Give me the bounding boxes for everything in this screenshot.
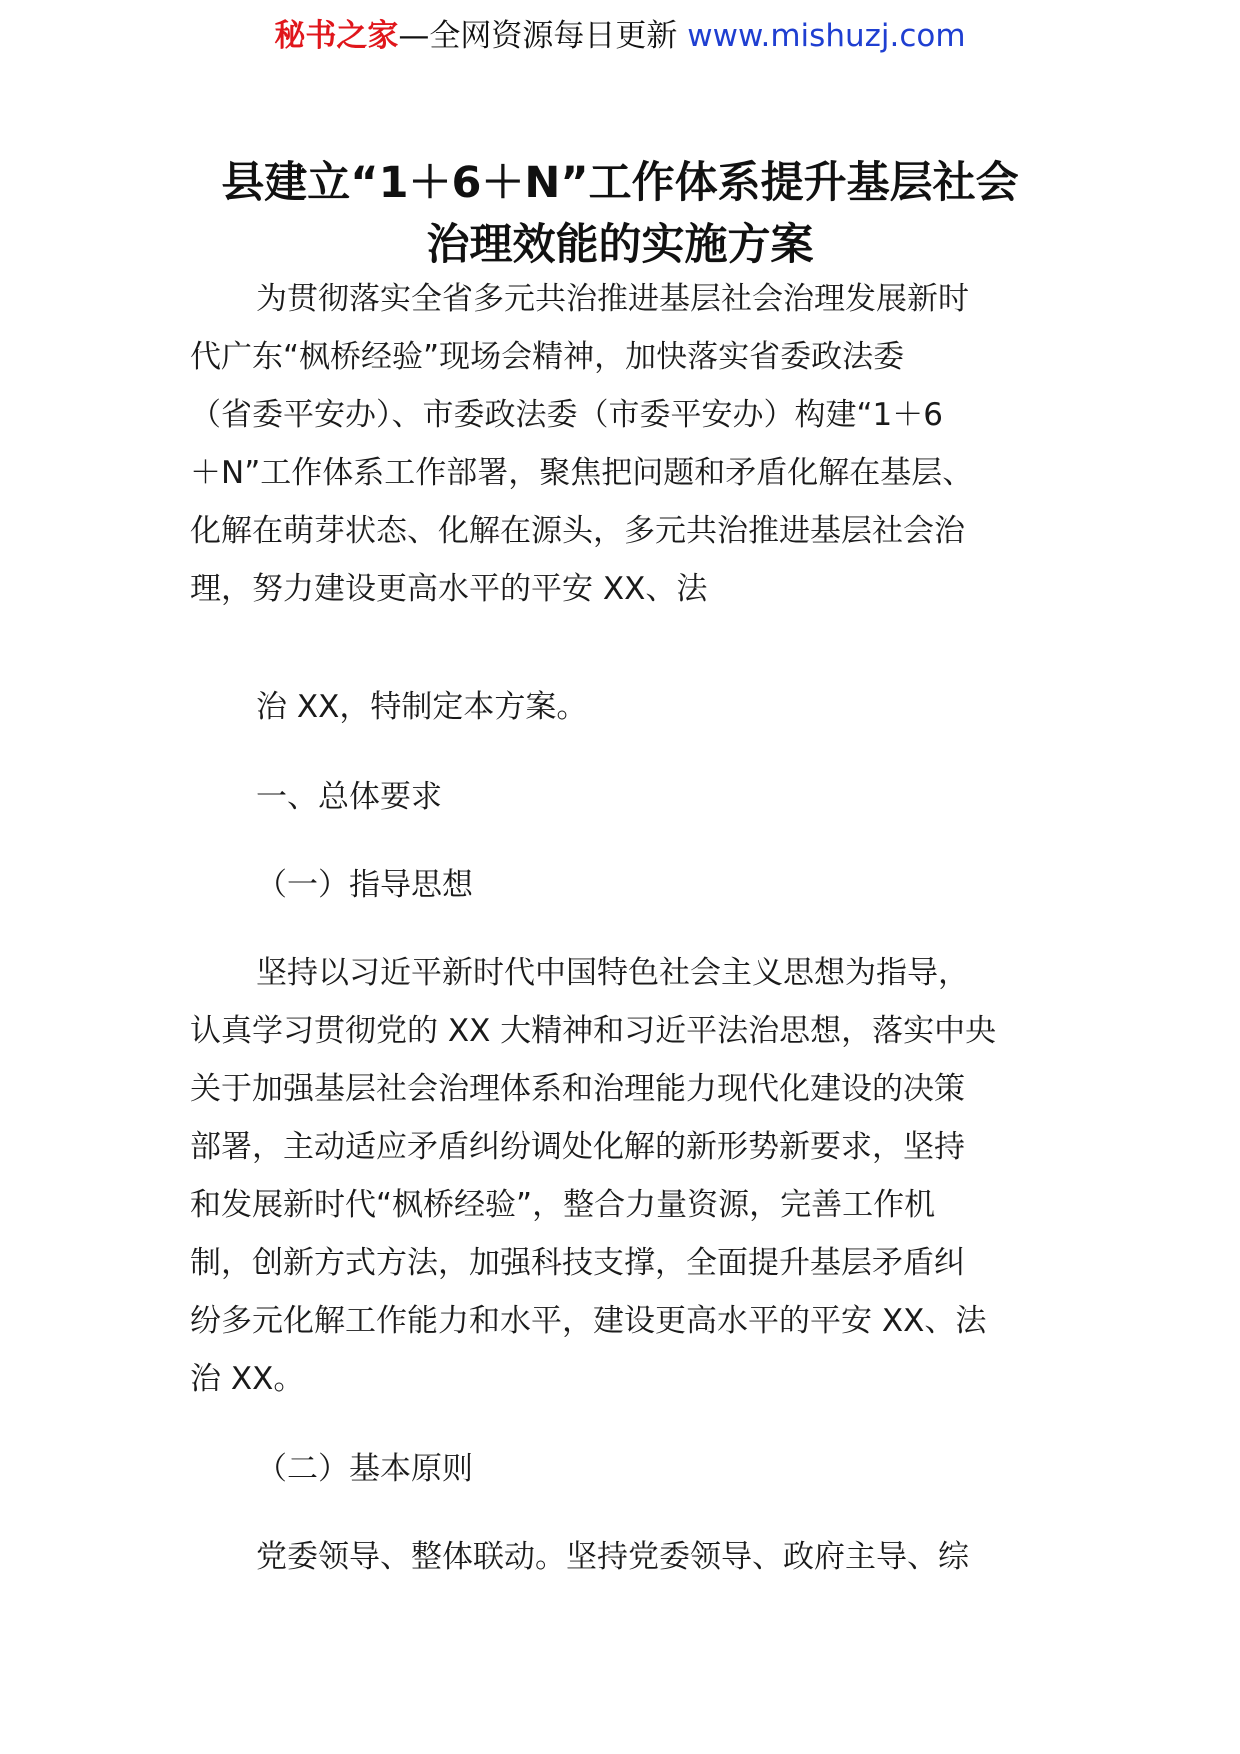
site-header bbox=[0, 14, 1240, 58]
site-tagline: —全网资源每日更新 bbox=[398, 18, 678, 54]
title-line-1: 县建立“1＋6＋N”工作体系提升基层社会 bbox=[221, 158, 1019, 208]
principle-paragraph-line: 党委领导、整体联动。坚持党委领导、政府主导、综 bbox=[256, 1539, 969, 1575]
site-url-link[interactable]: www.mishuzj.com bbox=[687, 18, 966, 54]
guiding-line: 认真学习贯彻党的 XX 大精神和习近平法治思想，落实中央 bbox=[190, 1013, 997, 1049]
intro-line: 理，努力建设更高水平的平安 XX、法 bbox=[190, 571, 708, 607]
intro-line: 代广东“枫桥经验”现场会精神，加快落实省委政法委 bbox=[190, 339, 905, 375]
guiding-line: 制，创新方式方法，加强科技支撑，全面提升基层矛盾纠 bbox=[190, 1245, 965, 1281]
guiding-line: 和发展新时代“枫桥经验”，整合力量资源，完善工作机 bbox=[190, 1187, 936, 1223]
guiding-ideology-paragraph bbox=[190, 944, 1070, 1408]
subsection-heading-basic-principles: （二）基本原则 bbox=[256, 1451, 473, 1487]
guiding-line: 纷多元化解工作能力和水平，建设更高水平的平安 XX、法 bbox=[190, 1303, 987, 1339]
section-heading-general-requirements: 一、总体要求 bbox=[256, 779, 442, 815]
guiding-line: 坚持以习近平新时代中国特色社会主义思想为指导， bbox=[256, 955, 969, 991]
document-title bbox=[170, 152, 1070, 276]
intro-tail: 治 XX，特制定本方案。 bbox=[256, 689, 588, 725]
guiding-line: 部署，主动适应矛盾纠纷调处化解的新形势新要求，坚持 bbox=[190, 1129, 965, 1165]
title-line-2: 治理效能的实施方案 bbox=[426, 220, 814, 270]
guiding-line: 关于加强基层社会治理体系和治理能力现代化建设的决策 bbox=[190, 1071, 965, 1107]
guiding-line: 治 XX。 bbox=[190, 1361, 305, 1397]
intro-line: ＋N”工作体系工作部署，聚焦把问题和矛盾化解在基层、 bbox=[190, 455, 974, 491]
intro-paragraph bbox=[190, 270, 1070, 618]
subsection-heading-guiding-ideology: （一）指导思想 bbox=[256, 867, 473, 903]
intro-line: （省委平安办）、市委政法委（市委平安办）构建“1＋6 bbox=[190, 397, 944, 433]
site-brand: 秘书之家 bbox=[274, 18, 399, 54]
intro-line: 化解在萌芽状态、化解在源头，多元共治推进基层社会治 bbox=[190, 513, 965, 549]
intro-line: 为贯彻落实全省多元共治推进基层社会治理发展新时 bbox=[256, 281, 969, 317]
